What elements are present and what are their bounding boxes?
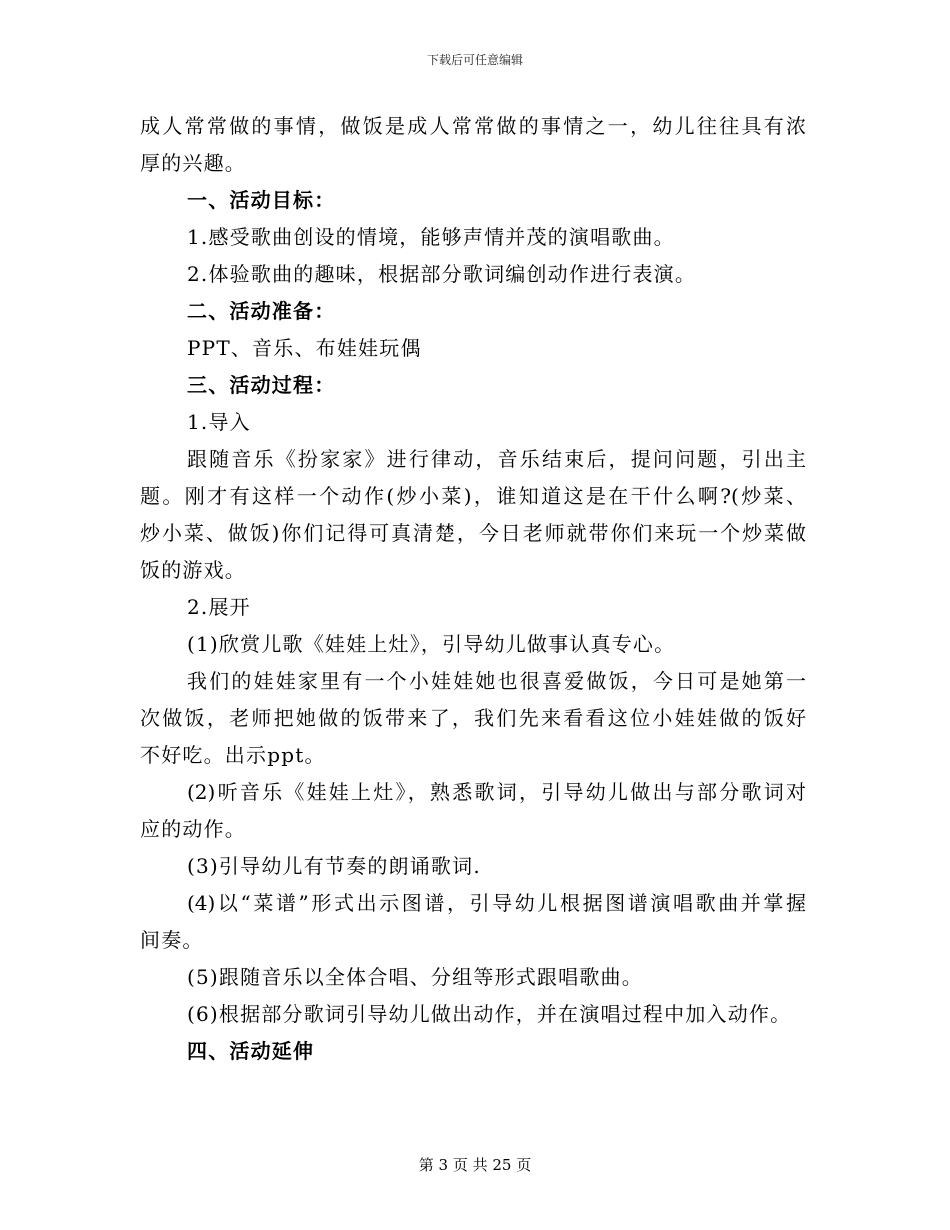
list-item: (5)跟随音乐以全体合唱、分组等形式跟唱歌曲。 (187, 965, 643, 989)
page-header-note: 下载后可任意编辑 (426, 53, 523, 67)
section-heading-preparation: 二、活动准备： (187, 299, 336, 323)
list-item: (2)听音乐《娃娃上灶》，熟悉歌词，引导幼儿做出与部分歌词对 (187, 780, 806, 804)
paragraph-line: 炒小菜、做饭)你们记得可真清楚，今日老师就带你们来玩一个炒菜做 (140, 521, 806, 545)
paragraph-line: 成人常常做的事情，做饭是成人常常做的事情之一，幼儿往往具有浓 (140, 114, 806, 138)
subheading: 2.展开 (187, 595, 251, 619)
section-heading-extension: 四、活动延伸 (187, 1039, 315, 1063)
list-item: 1.感受歌曲创设的情境，能够声情并茂的演唱歌曲。 (187, 225, 675, 249)
paragraph-line: 间奏。 (140, 928, 204, 952)
paragraph-line: PPT、音乐、布娃娃玩偶 (187, 336, 422, 360)
paragraph-line: 应的动作。 (140, 817, 246, 841)
section-heading-process: 三、活动过程： (187, 373, 336, 397)
section-heading-goals: 一、活动目标： (187, 188, 336, 212)
paragraph-line: 饭的游戏。 (140, 558, 246, 582)
document-body (140, 108, 806, 1070)
list-item: (6)根据部分歌词引导幼儿做出动作，并在演唱过程中加入动作。 (187, 1002, 792, 1026)
paragraph-line: 我们的娃娃家里有一个小娃娃她也很喜爱做饭，今日可是她第一 (187, 669, 806, 693)
paragraph-line: 不好吃。出示ppt。 (140, 743, 326, 767)
list-item: (3)引导幼儿有节奏的朗诵歌词. (187, 854, 481, 878)
paragraph-line: 题。刚才有这样一个动作(炒小菜)，谁知道这是在干什么啊?(炒菜、 (140, 484, 806, 508)
list-item: (4)以“菜谱”形式出示图谱，引导幼儿根据图谱演唱歌曲并掌握 (187, 891, 806, 915)
paragraph-line: 厚的兴趣。 (140, 151, 246, 175)
list-item: 2.体验歌曲的趣味，根据部分歌词编创动作进行表演。 (187, 262, 697, 286)
paragraph-line: 次做饭，老师把她做的饭带来了，我们先来看看这位小娃娃做的饭好 (140, 706, 806, 730)
list-item: (1)欣赏儿歌《娃娃上灶》，引导幼儿做事认真专心。 (187, 632, 676, 656)
subheading: 1.导入 (187, 410, 251, 434)
paragraph-line: 跟随音乐《扮家家》进行律动，音乐结束后，提问问题，引出主 (187, 447, 806, 471)
page-number: 第 3 页 共 25 页 (418, 1156, 532, 1174)
